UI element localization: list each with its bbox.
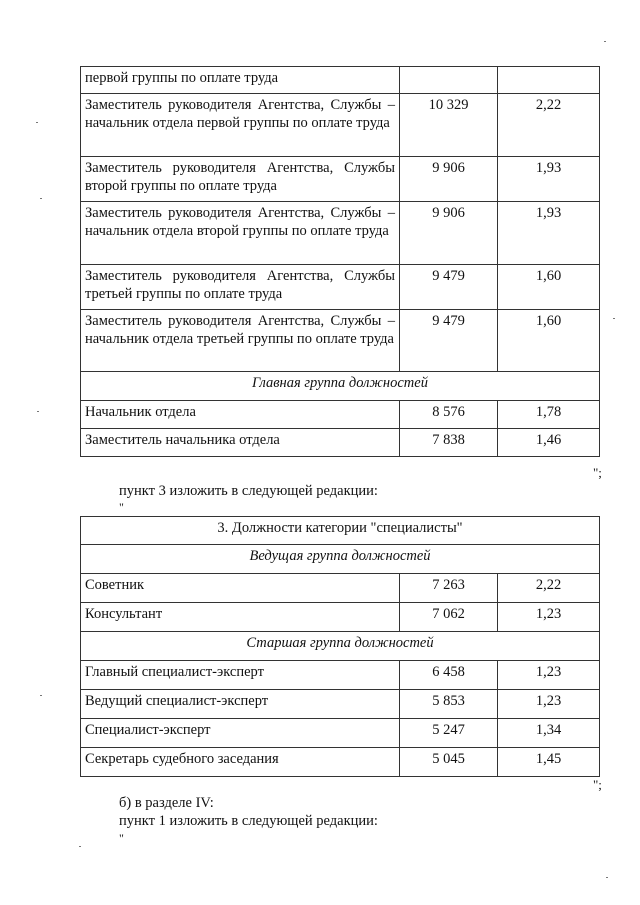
coefficient-value: 1,23 [498, 603, 600, 632]
salary-value: 6 458 [400, 661, 498, 690]
position-name: Заместитель начальника отдела [81, 429, 400, 457]
position-name: Начальник отдела [81, 401, 400, 429]
salary-value: 9 906 [400, 157, 498, 202]
group-header-row [81, 545, 600, 574]
coefficient-value: 1,23 [498, 690, 600, 719]
position-name: Главный специалист-эксперт [81, 661, 400, 690]
coefficient-value: 2,22 [498, 574, 600, 603]
paragraph-item-1: пункт 1 изложить в следующей редакции: [119, 813, 378, 829]
salary-table-specialists [80, 516, 600, 777]
scan-speck [36, 122, 38, 123]
scan-speck [37, 411, 39, 412]
scan-speck [606, 877, 608, 878]
coefficient-value: 1,23 [498, 661, 600, 690]
paragraph-section-iv: б) в разделе IV: [119, 795, 214, 811]
salary-value: 5 853 [400, 690, 498, 719]
salary-value: 7 062 [400, 603, 498, 632]
group-heading-leading: Ведущая группа должностей [81, 545, 600, 574]
position-name: Заместитель руководителя Агентства, Службы – начальник отдела третьей группы по оплате труда [81, 310, 400, 372]
paragraph-item-3: пункт 3 изложить в следующей редакции: [119, 483, 378, 499]
group-header-row [81, 372, 600, 401]
salary-table-executives [80, 66, 600, 457]
section-title: 3. Должности категории "специалисты" [81, 517, 600, 545]
salary-value: 9 479 [400, 310, 498, 372]
scan-speck [40, 198, 42, 199]
position-name: Советник [81, 574, 400, 603]
salary-value: 7 838 [400, 429, 498, 457]
opening-quote-mark: " [119, 500, 124, 514]
coefficient-value: 1,60 [498, 265, 600, 310]
group-header-row [81, 632, 600, 661]
table-row [81, 574, 600, 603]
coefficient-value: 1,45 [498, 748, 600, 777]
coefficient-value: 1,78 [498, 401, 600, 429]
coefficient-value: 1,46 [498, 429, 600, 457]
position-name: Специалист-эксперт [81, 719, 400, 748]
table-row [81, 690, 600, 719]
group-heading-main: Главная группа должностей [81, 372, 600, 401]
table-row [81, 401, 600, 429]
coefficient-value: 1,93 [498, 202, 600, 265]
coefficient-value [498, 67, 600, 94]
section-header-row [81, 517, 600, 545]
table-row [81, 94, 600, 157]
salary-value: 9 906 [400, 202, 498, 265]
table-row [81, 67, 600, 94]
salary-value: 9 479 [400, 265, 498, 310]
salary-value [400, 67, 498, 94]
position-name: Заместитель руководителя Агентства, Службы – начальник отдела первой группы по оплате труда [81, 94, 400, 157]
salary-value: 7 263 [400, 574, 498, 603]
salary-value: 10 329 [400, 94, 498, 157]
salary-value: 5 045 [400, 748, 498, 777]
coefficient-value: 2,22 [498, 94, 600, 157]
scan-speck [613, 318, 615, 319]
closing-quote-mark: "; [593, 465, 602, 480]
position-name: первой группы по оплате труда [81, 67, 400, 94]
position-name: Секретарь судебного заседания [81, 748, 400, 777]
group-heading-senior: Старшая группа должностей [81, 632, 600, 661]
table-row [81, 157, 600, 202]
position-name: Ведущий специалист-эксперт [81, 690, 400, 719]
table-row [81, 661, 600, 690]
position-name: Консультант [81, 603, 400, 632]
table-row [81, 719, 600, 748]
table-row [81, 748, 600, 777]
coefficient-value: 1,34 [498, 719, 600, 748]
table-row [81, 429, 600, 457]
coefficient-value: 1,93 [498, 157, 600, 202]
closing-quote-mark: "; [593, 777, 602, 792]
coefficient-value: 1,60 [498, 310, 600, 372]
scan-speck [40, 695, 42, 696]
position-name: Заместитель руководителя Агентства, Службы второй группы по оплате труда [81, 157, 400, 202]
salary-value: 5 247 [400, 719, 498, 748]
table-row [81, 265, 600, 310]
table-row [81, 603, 600, 632]
opening-quote-mark: " [119, 831, 124, 845]
table-row [81, 310, 600, 372]
position-name: Заместитель руководителя Агентства, Службы – начальник отдела второй группы по оплате труда [81, 202, 400, 265]
position-name: Заместитель руководителя Агентства, Службы третьей группы по оплате труда [81, 265, 400, 310]
table-row [81, 202, 600, 265]
scan-speck [604, 41, 606, 42]
scan-speck [79, 846, 81, 847]
salary-value: 8 576 [400, 401, 498, 429]
